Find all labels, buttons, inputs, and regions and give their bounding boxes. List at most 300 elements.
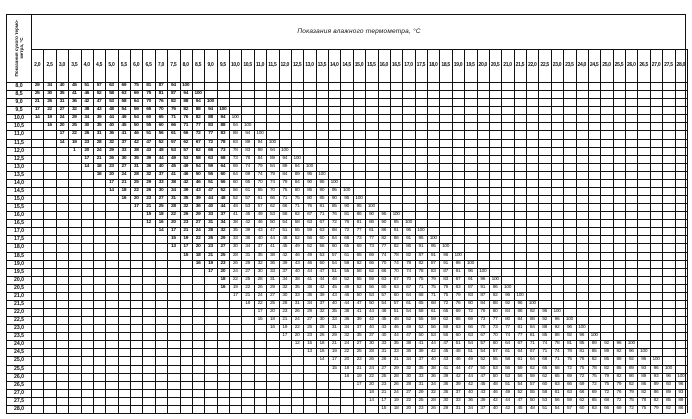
grid-line — [7, 227, 687, 228]
table-cell: 47 — [468, 365, 473, 371]
table-cell: 47 — [269, 228, 275, 234]
table-cell: 89 — [604, 349, 609, 355]
table-cell: 91 — [430, 252, 436, 258]
table-cell: 95 — [319, 179, 325, 185]
table-cell: 35 — [393, 341, 399, 347]
table-cell: 96 — [616, 341, 622, 347]
table-cell: 37 — [121, 139, 127, 145]
wet-bulb-header-cell: 14,5 — [342, 62, 351, 68]
table-cell: 43 — [96, 107, 102, 113]
table-cell: 31 — [96, 131, 102, 137]
table-cell: 100 — [640, 349, 648, 355]
table-cell: 15 — [183, 252, 189, 258]
table-cell: 26 — [183, 212, 189, 218]
table-cell: 49 — [307, 252, 312, 258]
table-cell: 16 — [96, 171, 102, 177]
table-cell: 82 — [393, 244, 399, 250]
grid-line — [7, 397, 687, 398]
table-cell: 31 — [418, 381, 424, 387]
table-cell: 68 — [554, 365, 560, 371]
table-cell: 17 — [170, 228, 176, 234]
table-cell: 100 — [219, 107, 227, 113]
table-cell: 91 — [393, 228, 399, 234]
grid-line — [7, 276, 687, 277]
table-cell: 26 — [369, 357, 374, 363]
wet-bulb-header-cell: 13,5 — [317, 62, 327, 68]
table-cell: 53 — [369, 292, 374, 298]
table-cell: 88 — [517, 309, 523, 315]
table-cell: 74 — [406, 268, 411, 274]
table-cell: 49 — [121, 115, 127, 121]
table-cell: 69 — [356, 244, 362, 250]
wet-bulb-header-cell: 28,0 — [676, 62, 686, 68]
table-cell: 14 — [109, 187, 114, 193]
table-cell: 92 — [529, 309, 535, 315]
table-cell: 46 — [84, 91, 90, 97]
table-cell: 92 — [567, 333, 572, 339]
table-cell: 69 — [369, 252, 374, 258]
table-cell: 31 — [245, 252, 250, 258]
table-cell: 77 — [517, 333, 523, 339]
table-cell: 76 — [158, 99, 164, 105]
table-cell: 72 — [195, 131, 201, 137]
table-cell: 25 — [133, 179, 139, 185]
table-cell: 15 — [257, 317, 263, 323]
table-cell: 58 — [356, 268, 362, 274]
table-cell: 71 — [319, 212, 325, 218]
table-cell: 65 — [257, 187, 263, 193]
wet-bulb-header-cell: 11,0 — [255, 62, 265, 68]
table-cell: 49 — [406, 325, 411, 331]
table-cell: 94 — [294, 163, 300, 169]
table-cell: 85 — [331, 204, 337, 210]
table-cell: 91 — [480, 284, 486, 290]
table-cell: 72 — [604, 389, 609, 395]
table-cell: 59 — [307, 228, 312, 234]
table-cell: 31 — [381, 349, 387, 355]
table-cell: 78 — [567, 349, 572, 355]
table-cell: 84 — [269, 163, 275, 169]
table-cell: 100 — [503, 284, 512, 290]
table-cell: 100 — [182, 83, 190, 88]
table-cell: 41 — [71, 91, 77, 97]
grid-line — [600, 49, 601, 413]
table-cell: 36 — [307, 292, 312, 298]
table-cell: 29 — [269, 284, 275, 290]
table-cell: 19 — [208, 260, 213, 266]
table-cell: 18 — [158, 212, 164, 218]
table-cell: 79 — [616, 381, 622, 387]
wet-bulb-header-cell: 26,0 — [627, 62, 636, 68]
table-cell: 100 — [627, 341, 635, 347]
table-cell: 51 — [393, 309, 399, 315]
table-cell: 91 — [455, 268, 461, 274]
grid-line — [303, 49, 304, 413]
table-cell: 61 — [257, 196, 263, 202]
table-cell: 73 — [492, 325, 498, 331]
table-cell: 52 — [517, 389, 523, 395]
table-cell: 100 — [479, 268, 487, 274]
grid-line — [7, 243, 687, 244]
table-cell: 55 — [294, 228, 300, 234]
table-cell: 74 — [393, 260, 399, 266]
table-cell: 34 — [220, 220, 226, 226]
table-cell: 69 — [567, 373, 572, 379]
table-cell: 60 — [455, 333, 461, 339]
table-cell: 58 — [418, 309, 424, 315]
table-cell: 21 — [331, 341, 337, 347]
table-cell: 27 — [59, 107, 65, 113]
wet-bulb-header-cell: 22,5 — [540, 62, 549, 68]
grid-line — [625, 49, 626, 413]
table-cell: 65 — [158, 115, 164, 121]
table-cell: 39 — [195, 196, 201, 202]
grid-line — [7, 300, 687, 301]
table-cell: 72 — [567, 365, 572, 371]
wet-bulb-header-cell: 3,0 — [58, 62, 65, 68]
wet-bulb-header-cell: 6,0 — [133, 62, 140, 68]
dry-bulb-row-label: 11,0 — [14, 131, 24, 138]
table-cell: 70 — [146, 99, 151, 105]
table-cell: 36 — [269, 260, 275, 266]
table-cell: 81 — [579, 349, 585, 355]
table-cell: 14 — [34, 115, 40, 121]
table-cell: 83 — [245, 147, 250, 153]
table-cell: 32 — [344, 333, 349, 339]
table-cell: 19 — [47, 115, 52, 121]
table-cell: 86 — [641, 381, 647, 387]
grid-line — [415, 49, 416, 413]
dry-bulb-row-label: 23,0 — [13, 325, 25, 332]
table-cell: 45 — [245, 212, 250, 218]
table-cell: 44 — [307, 268, 312, 274]
grid-line — [7, 82, 687, 83]
table-cell: 17 — [84, 155, 90, 161]
grid-line — [7, 389, 687, 390]
table-cell: 54 — [554, 405, 560, 411]
table-cell: 64 — [505, 341, 510, 347]
table-cell: 22 — [170, 212, 176, 218]
table-cell: 44 — [109, 115, 114, 121]
table-cell: 45 — [480, 381, 486, 387]
table-cell: 24 — [257, 292, 263, 298]
table-cell: 26 — [109, 155, 114, 161]
dry-bulb-row-label: 26,0 — [13, 373, 25, 380]
table-cell: 40 — [331, 300, 337, 306]
table-cell: 42 — [430, 349, 436, 355]
table-cell: 59 — [517, 365, 523, 371]
table-cell: 60 — [220, 171, 226, 177]
table-cell: 33 — [418, 373, 424, 379]
table-cell: 49 — [170, 155, 176, 161]
table-cell: 70 — [269, 187, 275, 193]
table-cell: 38 — [170, 179, 176, 185]
table-cell: 37 — [282, 268, 288, 274]
table-cell: 85 — [604, 357, 609, 363]
table-cell: 86 — [653, 389, 659, 395]
table-cell: 58 — [109, 91, 114, 97]
table-cell: 33 — [393, 349, 399, 355]
table-cell: 35 — [257, 252, 263, 258]
table-cell: 56 — [430, 325, 436, 331]
table-cell: 57 — [245, 196, 250, 202]
table-cell: 76 — [344, 220, 349, 226]
table-cell: 88 — [492, 300, 498, 306]
table-cell: 31 — [208, 220, 213, 226]
table-cell: 46 — [492, 389, 498, 395]
table-cell: 72 — [591, 381, 597, 387]
table-cell: 84 — [529, 325, 535, 331]
table-cell: 56 — [307, 236, 312, 242]
table-cell: 47 — [517, 397, 523, 403]
table-cell: 25 — [220, 252, 226, 258]
table-cell: 80 — [294, 187, 300, 193]
table-cell: 86 — [381, 228, 387, 234]
table-cell: 82 — [170, 99, 176, 105]
table-cell: 59 — [208, 163, 213, 169]
wet-bulb-header-cell: 21,0 — [503, 62, 512, 68]
grid-line — [563, 49, 564, 413]
table-cell: 23 — [307, 333, 312, 339]
table-cell: 79 — [269, 171, 275, 177]
table-cell: 96 — [517, 300, 523, 306]
table-cell: 56 — [220, 179, 226, 185]
table-cell: 64 — [232, 171, 238, 177]
table-cell: 95 — [381, 212, 387, 218]
table-cell: 29 — [245, 260, 250, 266]
table-cell: 94 — [170, 83, 176, 88]
table-cell: 87 — [158, 83, 164, 88]
grid-line — [93, 49, 94, 413]
table-cell: 79 — [282, 179, 288, 185]
dry-bulb-row-label: 14,5 — [13, 187, 25, 194]
dry-bulb-row-label: 23,5 — [13, 333, 25, 340]
table-cell: 30 — [232, 244, 238, 250]
table-cell: 73 — [480, 317, 486, 323]
table-cell: 96 — [641, 357, 647, 363]
table-cell: 20 — [294, 333, 300, 339]
table-cell: 38 — [232, 220, 238, 226]
table-cell: 89 — [653, 381, 659, 387]
table-cell: 80 — [307, 196, 312, 202]
table-cell: 92 — [616, 349, 622, 355]
table-cell: 72 — [331, 220, 337, 226]
table-cell: 48 — [282, 236, 288, 242]
wet-bulb-header-cell: 27,0 — [651, 62, 661, 68]
table-cell: 52 — [418, 325, 424, 331]
table-cell: 19 — [393, 397, 399, 403]
table-cell: 96 — [628, 349, 634, 355]
wet-bulb-header-cell: 12,5 — [292, 62, 302, 68]
table-cell: 65 — [356, 252, 362, 258]
table-cell: 41 — [418, 341, 424, 347]
table-cell: 100 — [268, 139, 276, 145]
table-cell: 68 — [208, 147, 213, 153]
table-cell: 32 — [183, 204, 189, 210]
table-cell: 41 — [443, 365, 448, 371]
table-cell: 45 — [121, 123, 127, 129]
table-cell: 58 — [542, 389, 548, 395]
table-cell: 80 — [468, 300, 473, 306]
table-cell: 26 — [393, 381, 399, 387]
table-cell: 33 — [331, 317, 337, 323]
table-cell: 81 — [517, 325, 523, 331]
wet-bulb-header-cell: 14,0 — [329, 62, 339, 68]
table-cell: 65 — [554, 373, 560, 379]
table-cell: 16 — [158, 220, 164, 226]
table-cell: 100 — [194, 91, 202, 97]
dry-bulb-row-label: 22,5 — [13, 317, 25, 324]
table-cell: 84 — [294, 179, 300, 185]
table-cell: 44 — [269, 236, 275, 242]
table-cell: 68 — [418, 292, 424, 298]
grid-line — [576, 49, 577, 413]
table-cell: 52 — [96, 91, 102, 97]
table-cell: 91 — [406, 236, 411, 242]
table-cell: 27 — [406, 389, 411, 395]
table-cell: 75 — [641, 405, 647, 411]
table-cell: 26 — [430, 405, 436, 411]
grid-line — [7, 252, 687, 253]
table-cell: 61 — [554, 389, 560, 395]
wet-bulb-header-cell: 15,0 — [354, 62, 364, 68]
table-cell: 61 — [245, 187, 250, 193]
table-cell: 53 — [170, 147, 176, 153]
table-cell: 17 — [208, 268, 213, 274]
table-cell: 21 — [356, 365, 362, 371]
wet-bulb-header-cell: 15,5 — [367, 62, 376, 68]
grid-line — [7, 98, 687, 99]
table-cell: 83 — [443, 276, 448, 282]
table-cell: 24 — [369, 365, 374, 371]
table-cell: 17 — [109, 179, 114, 185]
dry-bulb-row-label: 25,0 — [13, 357, 25, 364]
table-cell: 66 — [579, 389, 585, 395]
dry-bulb-row-label: 12,0 — [13, 147, 25, 154]
table-cell: 72 — [616, 397, 622, 403]
table-cell: 71 — [542, 349, 548, 355]
table-cell: 42 — [282, 252, 288, 258]
dry-bulb-row-label: 16,0 — [13, 212, 25, 219]
table-cell: 96 — [554, 317, 560, 323]
table-cell: 56 — [554, 397, 560, 403]
grid-line — [7, 90, 687, 91]
table-cell: 100 — [367, 204, 375, 210]
grid-line — [328, 49, 329, 413]
table-cell: 96 — [468, 268, 473, 274]
grid-line — [7, 179, 687, 180]
table-cell: 30 — [319, 317, 325, 323]
table-cell: 78 — [579, 357, 585, 363]
table-cell: 39 — [245, 228, 250, 234]
table-cell: 100 — [578, 325, 586, 331]
table-cell: 30 — [84, 123, 90, 129]
table-title: Показания влажного термометра, °C — [297, 28, 421, 35]
table-cell: 17 — [133, 204, 139, 210]
table-cell: 96 — [579, 333, 585, 339]
table-cell: 34 — [282, 276, 288, 282]
table-cell: 60 — [158, 123, 164, 129]
table-cell: 23 — [381, 381, 387, 387]
table-cell: 31 — [133, 163, 139, 169]
table-cell: 48 — [220, 196, 226, 202]
table-cell: 100 — [281, 147, 289, 153]
table-cell: 75 — [133, 83, 139, 88]
table-cell: 87 — [468, 284, 473, 290]
table-cell: 90 — [381, 220, 387, 226]
table-cell: 82 — [616, 373, 622, 379]
table-cell: 100 — [429, 236, 437, 242]
table-cell: 78 — [220, 139, 226, 145]
grid-line — [650, 49, 651, 413]
table-cell: 19 — [183, 236, 189, 242]
table-cell: 23 — [356, 357, 362, 363]
table-cell: 32 — [71, 107, 77, 113]
table-cell: 21 — [282, 317, 288, 323]
wet-bulb-header-cell: 23,0 — [552, 62, 562, 68]
table-cell: 78 — [418, 268, 424, 274]
table-cell: 89 — [269, 155, 275, 161]
table-cell: 69 — [455, 309, 461, 315]
table-cell: 68 — [344, 236, 349, 242]
table-cell: 31 — [170, 196, 176, 202]
dry-bulb-row-label: 14,0 — [13, 179, 25, 186]
table-cell: 74 — [381, 252, 387, 258]
table-cell: 90 — [331, 196, 337, 202]
table-cell: 96 — [455, 260, 461, 266]
table-cell: 93 — [666, 381, 671, 387]
table-cell: 19 — [282, 325, 288, 331]
table-cell: 29 — [220, 236, 226, 242]
table-cell: 48 — [381, 309, 387, 315]
table-cell: 24 — [96, 147, 102, 153]
table-cell: 36 — [430, 373, 436, 379]
grid-line — [340, 49, 341, 413]
table-cell: 56 — [443, 333, 448, 339]
table-cell: 41 — [307, 276, 312, 282]
grid-line — [291, 49, 292, 413]
table-cell: 29 — [331, 333, 337, 339]
table-cell: 77 — [369, 236, 374, 242]
table-cell: 41 — [269, 244, 275, 250]
table-cell: 54 — [468, 341, 473, 347]
table-cell: 57 — [96, 83, 102, 88]
table-cell: 19 — [232, 284, 238, 290]
table-cell: 15 — [381, 405, 387, 411]
table-cell: 35 — [96, 123, 102, 129]
table-cell: 66 — [170, 123, 176, 129]
table-cell: 48 — [492, 381, 498, 387]
grid-line — [7, 373, 687, 374]
table-cell: 18 — [96, 163, 102, 169]
table-cell: 48 — [455, 349, 461, 355]
table-cell: 48 — [158, 147, 164, 153]
table-cell: 51 — [505, 381, 510, 387]
grid-line — [7, 139, 687, 140]
table-cell: 42 — [245, 220, 250, 226]
table-cell: 27 — [195, 220, 201, 226]
table-cell: 16 — [344, 373, 349, 379]
dry-bulb-row-label: 17,0 — [13, 228, 25, 235]
table-cell: 89 — [678, 397, 684, 403]
table-cell: 21 — [183, 228, 189, 234]
table-cell: 44 — [393, 333, 399, 339]
table-cell: 26 — [294, 309, 300, 315]
table-cell: 81 — [344, 212, 349, 218]
table-cell: 86 — [393, 236, 399, 242]
table-cell: 29 — [418, 389, 424, 395]
table-cell: 34 — [84, 115, 90, 121]
